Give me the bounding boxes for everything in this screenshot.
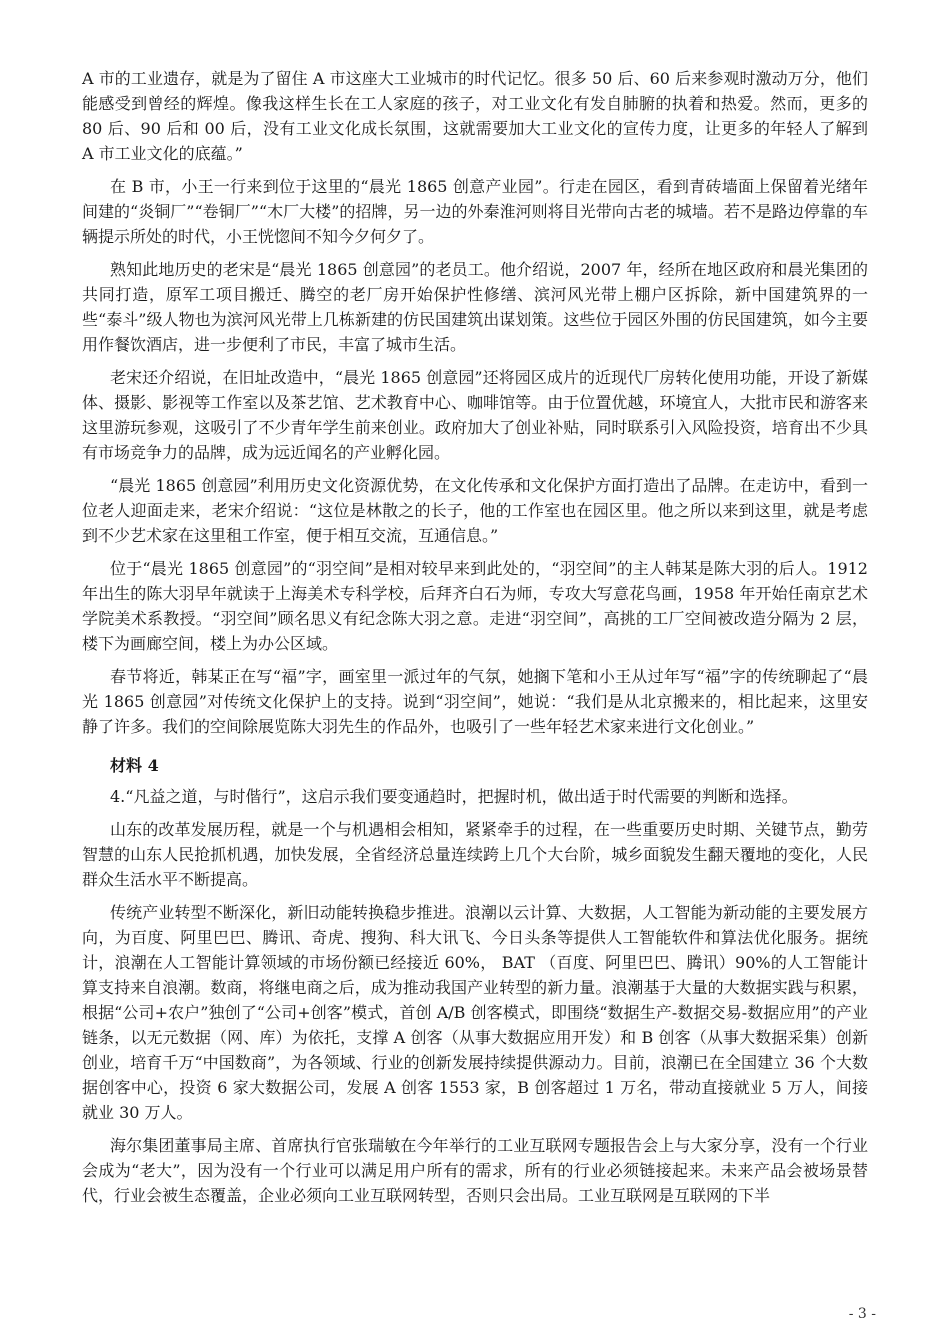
paragraph-yu-space: 位于“晨光 1865 创意园”的“羽空间”是相对较早来到此处的，“羽空间”的主人韩某是陈大羽的后人。1912 年出生的陈大羽早年就读于上海美术专科学校，后拜齐白石为师，专攻大写意花鸟画，1958 年开始任南京艺术学院美术系教授。“羽空间”顾名思义有纪念陈大羽之意。走进“羽空间”，高挑的工厂空间被改造分隔为 2 层，楼下为画廊空间，楼上为办公区域。 xyxy=(82,559,868,653)
paragraph-spring-festival: 春节将近，韩某正在写“福”字，画室里一派过年的气氛，她搁下笔和小王从过年写“福”字的传统聊起了“晨光 1865 创意园”对传统文化保护上的支持。说到“羽空间”，她说：“我们是从北京搬来的，相比起来，这里安静了许多。我们的空间除展览陈大羽先生的作品外，也吸引了一些年轻艺术家来进行文化创业。” xyxy=(82,667,868,736)
paragraph-question-4: 4.“凡益之道，与时偕行”，这启示我们要变通趋时，把握时机，做出适于时代需要的判断和选择。 xyxy=(110,787,798,806)
paragraph-cultural-brand: “晨光 1865 创意园”利用历史文化资源优势，在文化传承和文化保护方面打造出了品牌。在走访中，看到一位老人迎面走来，老宋介绍说：“这位是林散之的长子，他的工作室也在园区里。他之所以来到这里，就是考虑到不少艺术家在这里租工作室，便于相互交流，互通信息。” xyxy=(82,476,868,545)
paragraph-shandong-reform: 山东的改革发展历程，就是一个与机遇相会相知，紧紧牵手的过程，在一些重要历史时期、关键节点，勤劳智慧的山东人民抢抓机遇，加快发展，全省经济总量连续跨上几个大台阶，城乡面貌发生翻天覆地的变化，人民群众生活水平不断提高。 xyxy=(82,820,868,889)
document-page xyxy=(82,66,868,1216)
paragraph-b-city-visit: 在 B 市，小王一行来到位于这里的“晨光 1865 创意产业园”。行走在园区，看到青砖墙面上保留着光绪年间建的“炎铜厂”“卷铜厂”“木厂大楼”的招牌，另一边的外秦淮河则将目光带向古老的城墙。若不是路边停靠的车辆提示所处的时代，小王恍惚间不知今夕何夕了。 xyxy=(82,177,868,246)
paragraph-haier: 海尔集团董事局主席、首席执行官张瑞敏在今年举行的工业互联网专题报告会上与大家分享，没有一个行业会成为“老大”，因为没有一个行业可以满足用户所有的需求，所有的行业必须链接起来。未来产品会被场景替代，行业会被生态覆盖，企业必须向工业互联网转型，否则只会出局。工业互联网是互联网的下半 xyxy=(82,1136,868,1205)
section-heading-material-4: 材料 4 xyxy=(110,756,159,775)
page-number: - 3 - xyxy=(848,1306,876,1322)
paragraph-lao-song-history: 熟知此地历史的老宋是“晨光 1865 创意园”的老员工。他介绍说，2007 年，经所在地区政府和晨光集团的共同打造，原军工项目搬迁、腾空的老厂房开始保护性修缮、滨河风光带上棚户区拆除，新中国建筑界的一些“泰斗”级人物也为滨河风光带上几栋新建的仿民国建筑出谋划策。这些位于园区外围的仿民国建筑，如今主要用作餐饮酒店，进一步便利了市民，丰富了城市生活。 xyxy=(82,260,868,354)
paragraph-inspur: 传统产业转型不断深化，新旧动能转换稳步推进。浪潮以云计算、大数据，人工智能为新动能的主要发展方向，为百度、阿里巴巴、腾讯、奇虎、搜狗、科大讯飞、今日头条等提供人工智能软件和算法优化服务。据统计，浪潮在人工智能计算领域的市场份额已经接近 60%， BAT （百度、阿里巴巴、腾讯）90%的人工智能计算支持来自浪潮。数商，将继电商之后，成为推动我国产业转型的新力量。浪潮基于大量的大数据实践与积累，根据“公司+农户”独创了“公司+创客”模式，首创 A/B 创客模式，即围绕“数据生产-数据交易-数据应用”的产业链条，以无元数据（网、库）为依托，支撑 A 创客（从事大数据应用开发）和 B 创客（从事大数据采集）创新创业，培育千万“中国数商”，为各领域、行业的创新发展持续提供源动力。目前，浪潮已在全国建立 36 个大数据创客中心，投资 6 家大数据公司，发展 A 创客 1553 家，B 创客超过 1 万名，带动直接就业 5 万人，间接就业 30 万人。 xyxy=(82,903,868,1122)
paragraph-renovation: 老宋还介绍说，在旧址改造中，“晨光 1865 创意园”还将园区成片的近现代厂房转化使用功能，开设了新媒体、摄影、影视等工作室以及茶艺馆、艺术教育中心、咖啡馆等。由于位置优越，环境宜人，大批市民和游客来这里游玩参观，这吸引了不少青年学生前来创业。政府加大了创业补贴，同时联系引入风险投资，培育出不少具有市场竞争力的品牌，成为远近闻名的产业孵化园。 xyxy=(82,368,868,462)
paragraph-a-city-industrial-heritage: A 市的工业遗存，就是为了留住 A 市这座大工业城市的时代记忆。很多 50 后、60 后来参观时激动万分，他们能感受到曾经的辉煌。像我这样生长在工人家庭的孩子，对工业文化有发自肺腑的执着和热爱。然而，更多的 80 后、90 后和 00 后，没有工业文化成长氛围，这就需要加大工业文化的宣传力度，让更多的年轻人了解到 A 市工业文化的底蕴。” xyxy=(82,69,868,163)
